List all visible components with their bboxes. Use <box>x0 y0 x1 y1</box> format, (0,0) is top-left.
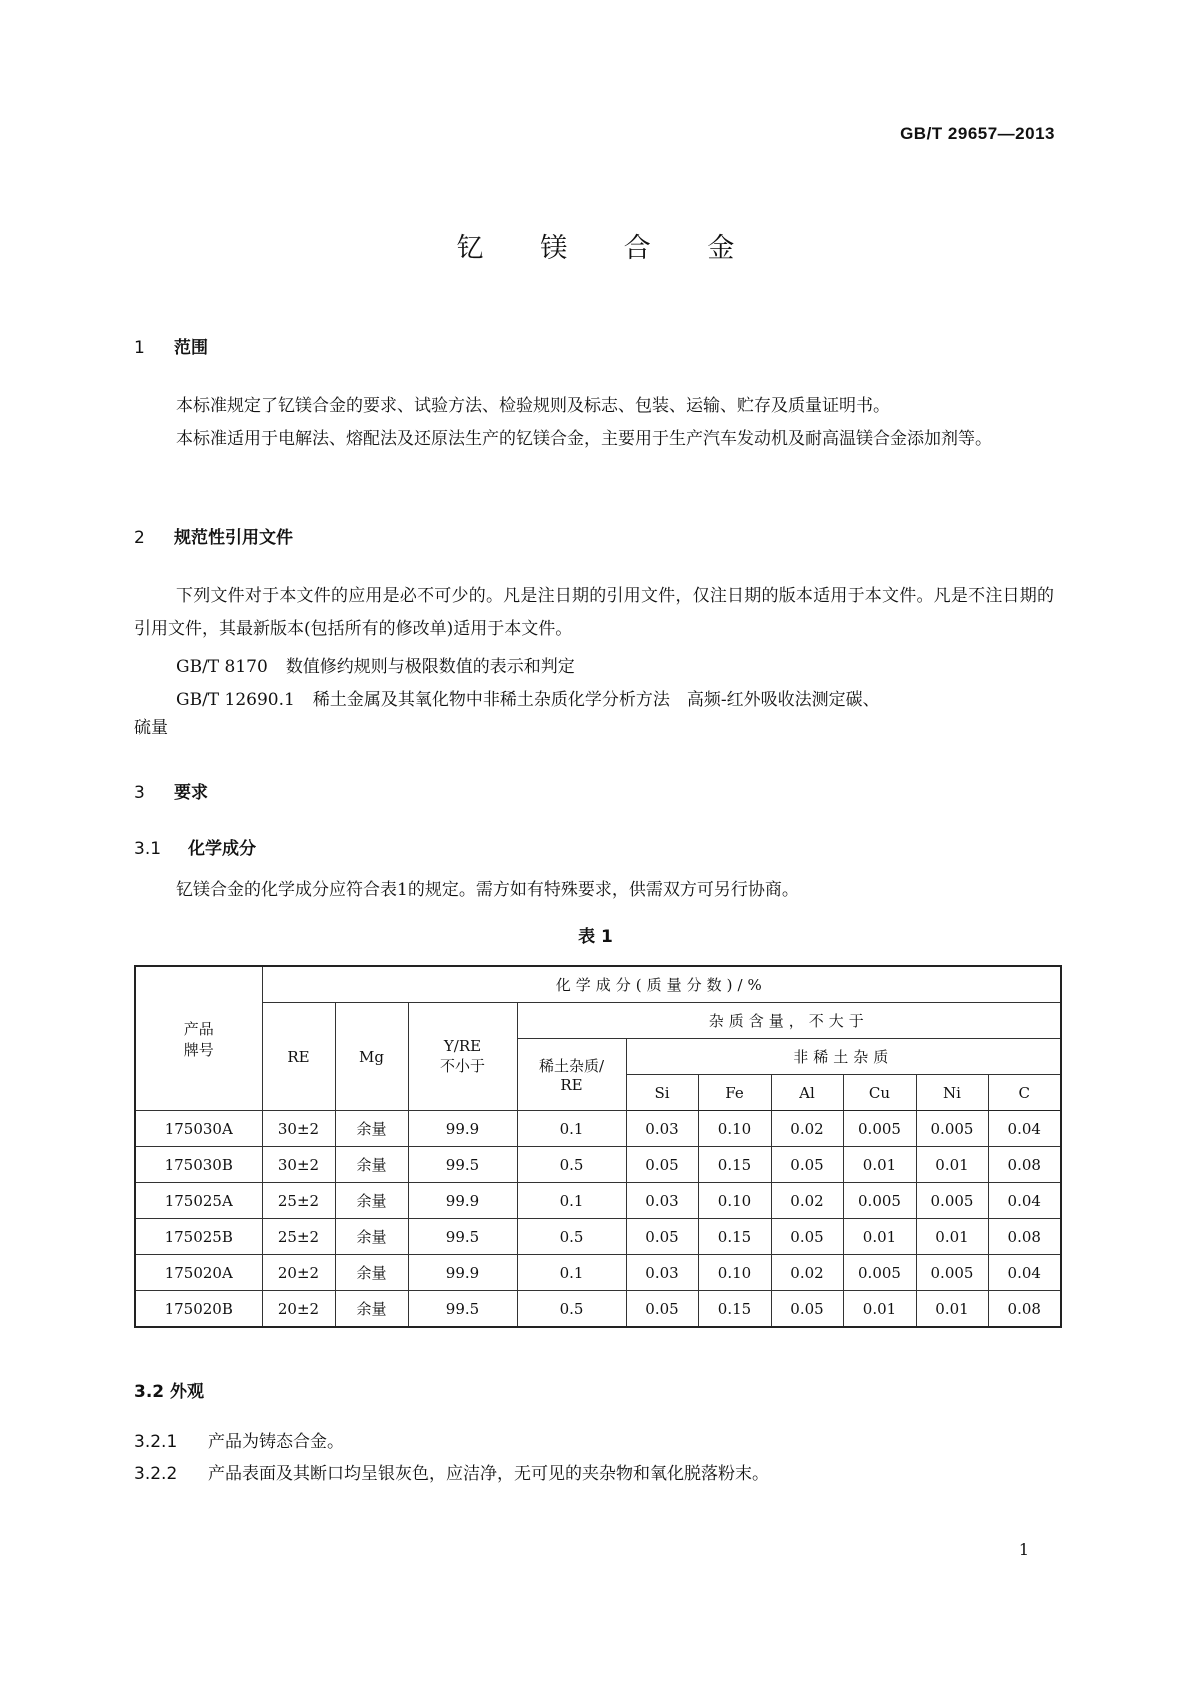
table-cell: 0.01 <box>843 1219 916 1255</box>
table-cell: 0.04 <box>988 1255 1061 1291</box>
table-cell: 0.1 <box>517 1183 626 1219</box>
table-cell: 175030A <box>135 1111 262 1147</box>
table-cell: 175020A <box>135 1255 262 1291</box>
header-line: 稀土杂质/ <box>538 1057 605 1075</box>
section-number: 1 <box>134 338 145 358</box>
clause-number: 3.2.2 <box>134 1464 178 1484</box>
table-cell: 0.5 <box>517 1219 626 1255</box>
header-y-re <box>408 1003 517 1111</box>
table-cell: 0.05 <box>771 1219 843 1255</box>
table-cell: 99.9 <box>408 1255 517 1291</box>
table-cell: 175025B <box>135 1219 262 1255</box>
section-title: 要求 <box>174 783 208 803</box>
section-2-heading <box>134 523 293 548</box>
header-impurity: 杂质含量，不大于 <box>517 1003 1061 1039</box>
header-element: Cu <box>843 1075 916 1111</box>
table-cell: 0.05 <box>771 1291 843 1328</box>
table-cell: 余量 <box>335 1111 408 1147</box>
reference-continuation: 硫量 <box>134 718 168 738</box>
table-cell: 0.005 <box>843 1111 916 1147</box>
section-3-1-paragraph: 钇镁合金的化学成分应符合表1的规定。需方如有特殊要求，供需双方可另行协商。 <box>176 880 799 900</box>
clause-3-2-2 <box>134 1459 769 1484</box>
header-line: 牌号 <box>183 1040 214 1059</box>
table-cell: 0.10 <box>698 1111 771 1147</box>
header-product-grade <box>135 966 262 1111</box>
section-1-paragraph-2: 本标准适用于电解法、熔配法及还原法生产的钇镁合金，主要用于生产汽车发动机及耐高温镁合金添加剂等。 <box>176 429 992 449</box>
table-cell: 0.01 <box>916 1147 988 1183</box>
header-element: Ni <box>916 1075 988 1111</box>
header-line: 产品 <box>183 1019 214 1038</box>
table-cell: 30±2 <box>262 1111 335 1147</box>
section-3-heading <box>134 778 208 803</box>
table-row <box>135 1219 1061 1255</box>
table-cell: 余量 <box>335 1255 408 1291</box>
header-line: Y/RE <box>443 1037 482 1055</box>
table-cell: 余量 <box>335 1219 408 1255</box>
table-cell: 0.5 <box>517 1291 626 1328</box>
table-cell: 20±2 <box>262 1291 335 1328</box>
table-cell: 0.01 <box>843 1291 916 1328</box>
table-cell: 0.03 <box>626 1255 698 1291</box>
reference-title: 数值修约规则与极限数值的表示和判定 <box>285 657 575 677</box>
table-cell: 0.10 <box>698 1183 771 1219</box>
table-cell: 余量 <box>335 1291 408 1328</box>
header-line: RE <box>560 1076 583 1094</box>
table-cell: 25±2 <box>262 1183 335 1219</box>
header-element: Fe <box>698 1075 771 1111</box>
header-element: Si <box>626 1075 698 1111</box>
table-cell: 0.05 <box>626 1219 698 1255</box>
clause-text: 产品表面及其断口均呈银灰色，应洁净，无可见的夹杂物和氧化脱落粉末。 <box>208 1464 769 1484</box>
section-3-1-heading <box>134 834 256 859</box>
table-cell: 0.15 <box>698 1219 771 1255</box>
table-cell: 0.10 <box>698 1255 771 1291</box>
table-cell: 0.005 <box>916 1183 988 1219</box>
chemical-composition-table <box>134 965 1062 1328</box>
table-cell: 0.01 <box>843 1147 916 1183</box>
header-re: RE <box>262 1003 335 1111</box>
table-cell: 175030B <box>135 1147 262 1183</box>
table-cell: 0.005 <box>916 1255 988 1291</box>
table-cell: 0.05 <box>626 1147 698 1183</box>
table-cell: 0.15 <box>698 1147 771 1183</box>
table-cell: 余量 <box>335 1183 408 1219</box>
table-cell: 0.03 <box>626 1111 698 1147</box>
section-2-paragraph-1: 下列文件对于本文件的应用是必不可少的。凡是注日期的引用文件，仅注日期的版本适用于本文件。凡是不注日期的引用文件，其最新版本(包括所有的修改单)适用于本文件。 <box>134 586 1054 639</box>
header-composition: 化学成分(质量分数)/% <box>262 966 1061 1003</box>
table-cell: 0.04 <box>988 1111 1061 1147</box>
table-cell: 0.1 <box>517 1111 626 1147</box>
table-cell: 99.5 <box>408 1147 517 1183</box>
table-row <box>135 1183 1061 1219</box>
table-row <box>135 1147 1061 1183</box>
table-cell: 0.01 <box>916 1291 988 1328</box>
header-element: C <box>988 1075 1061 1111</box>
section-1-paragraph-1: 本标准规定了钇镁合金的要求、试验方法、检验规则及标志、包装、运输、贮存及质量证明书。 <box>176 396 890 416</box>
section-number: 3.1 <box>134 839 162 859</box>
table-cell: 0.03 <box>626 1183 698 1219</box>
table-cell: 0.15 <box>698 1291 771 1328</box>
table-cell: 0.05 <box>626 1291 698 1328</box>
document-title: 钇 镁 合 金 <box>456 233 759 264</box>
table-cell: 0.02 <box>771 1255 843 1291</box>
table-cell: 0.05 <box>771 1147 843 1183</box>
table-cell: 0.01 <box>916 1219 988 1255</box>
table-cell: 0.005 <box>843 1255 916 1291</box>
header-non-rare-earth-impurity: 非稀土杂质 <box>626 1039 1061 1075</box>
table-cell: 99.5 <box>408 1291 517 1328</box>
header-rare-earth-impurity <box>517 1039 626 1111</box>
table-row <box>135 1291 1061 1328</box>
section-number: 2 <box>134 528 145 548</box>
table-cell: 0.04 <box>988 1183 1061 1219</box>
table-cell: 余量 <box>335 1147 408 1183</box>
section-number: 3 <box>134 783 145 803</box>
table-cell: 0.08 <box>988 1147 1061 1183</box>
table-cell: 25±2 <box>262 1219 335 1255</box>
table-cell: 20±2 <box>262 1255 335 1291</box>
table-row <box>135 1111 1061 1147</box>
section-3-2-heading: 3.2 外观 <box>134 1382 205 1402</box>
table-cell: 0.08 <box>988 1291 1061 1328</box>
table-cell: 0.005 <box>843 1183 916 1219</box>
table-cell: 0.02 <box>771 1183 843 1219</box>
clause-text: 产品为铸态合金。 <box>208 1432 344 1452</box>
clause-number: 3.2.1 <box>134 1432 178 1452</box>
page-number: 1 <box>1018 1540 1029 1559</box>
table-cell: 175025A <box>135 1183 262 1219</box>
header-line: 不小于 <box>439 1057 485 1075</box>
table-cell: 0.08 <box>988 1219 1061 1255</box>
table-cell: 175020B <box>135 1291 262 1328</box>
header-mg: Mg <box>335 1003 408 1111</box>
table-cell: 99.5 <box>408 1219 517 1255</box>
table-cell: 99.9 <box>408 1111 517 1147</box>
standard-code: GB/T 29657—2013 <box>900 124 1055 143</box>
table-row <box>135 1255 1061 1291</box>
section-1-heading <box>134 333 208 358</box>
reference-item <box>176 685 880 710</box>
table-cell: 0.5 <box>517 1147 626 1183</box>
table-cell: 30±2 <box>262 1147 335 1183</box>
clause-3-2-1 <box>134 1427 344 1452</box>
section-title: 规范性引用文件 <box>174 528 293 548</box>
header-element: Al <box>771 1075 843 1111</box>
table-cell: 0.1 <box>517 1255 626 1291</box>
table-body <box>135 1111 1061 1328</box>
table-caption: 表 1 <box>578 927 613 947</box>
table-cell: 99.9 <box>408 1183 517 1219</box>
table-cell: 0.02 <box>771 1111 843 1147</box>
section-title: 范围 <box>174 338 208 358</box>
reference-item <box>176 652 575 677</box>
table-cell: 0.005 <box>916 1111 988 1147</box>
reference-title: 稀土金属及其氧化物中非稀土杂质化学分析方法 高频-红外吸收法测定碳、 <box>312 690 880 710</box>
section-title: 化学成分 <box>188 839 256 859</box>
reference-code: GB/T 8170 <box>176 657 268 677</box>
reference-code: GB/T 12690.1 <box>176 690 295 710</box>
